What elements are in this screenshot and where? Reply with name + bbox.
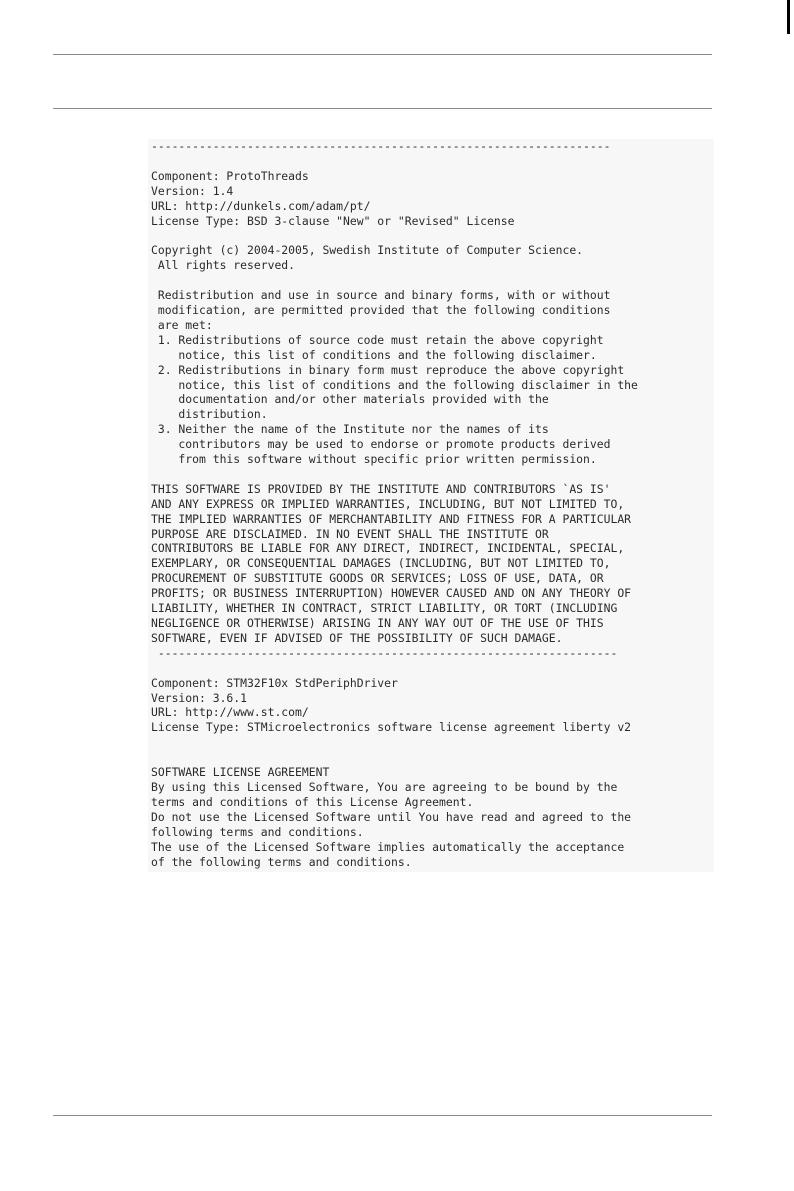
page-edge-mark	[787, 0, 790, 34]
footer-rule	[53, 1115, 712, 1116]
header-rule-bottom	[53, 108, 712, 109]
header-rule-top	[53, 54, 712, 55]
license-text-block: ------------------------------------------------------------------- Component: ProtoThreads Version: 1.4 URL: http://dunkels.com/adam/pt/ License Type: BSD 3-clause "New" or "Revised" License Copyright (c) 2004-2005, Swedish Institute of Computer Science. All rights reserved. Redistribution and use in source and binary forms, with or without modification, are permitted provided that the following conditions are met: 1. Redistributions of source code must retain the above copyright notice, this list of conditions and the following disclaimer. 2. Redistributions in binary form must reproduce the above copyright notice, this list of conditions and the following disclaimer in the documentation and/or other materials provided with the distribution. 3. Neither the name of the Institute nor the names of its contributors may be used to endorse or promote products derived from this software without specific prior written permission. THIS SOFTWARE IS PROVIDED BY THE INSTITUTE AND CONTRIBUTORS `AS IS' AND ANY EXPRESS OR IMPLIED WARRANTIES, INCLUDING, BUT NOT LIMITED TO, THE IMPLIED WARRANTIES OF MERCHANTABILITY AND FITNESS FOR A PARTICULAR PURPOSE ARE DISCLAIMED. IN NO EVENT SHALL THE INSTITUTE OR CONTRIBUTORS BE LIABLE FOR ANY DIRECT, INDIRECT, INCIDENTAL, SPECIAL, EXEMPLARY, OR CONSEQUENTIAL DAMAGES (INCLUDING, BUT NOT LIMITED TO, PROCUREMENT OF SUBSTITUTE GOODS OR SERVICES; LOSS OF USE, DATA, OR PROFITS; OR BUSINESS INTERRUPTION) HOWEVER CAUSED AND ON ANY THEORY OF LIABILITY, WHETHER IN CONTRACT, STRICT LIABILITY, OR TORT (INCLUDING NEGLIGENCE OR OTHERWISE) ARISING IN ANY WAY OUT OF THE USE OF THIS SOFTWARE, EVEN IF ADVISED OF THE POSSIBILITY OF SUCH DAMAGE. ------------------------------------------------------------------- Component: STM32F10x StdPeriphDriver Version: 3.6.1 URL: http://www.st.com/ License Type: STMicroelectronics software license agreement liberty v2 SOFTWARE LICENSE AGREEMENT By using this Licensed Software, You are agreeing to be bound by the terms and conditions of this License Agreement. Do not use the Licensed Software until You have read and agreed to the following terms and conditions. The use of the Licensed Software implies automatically the acceptance of the following terms and conditions.	[148, 139, 714, 872]
